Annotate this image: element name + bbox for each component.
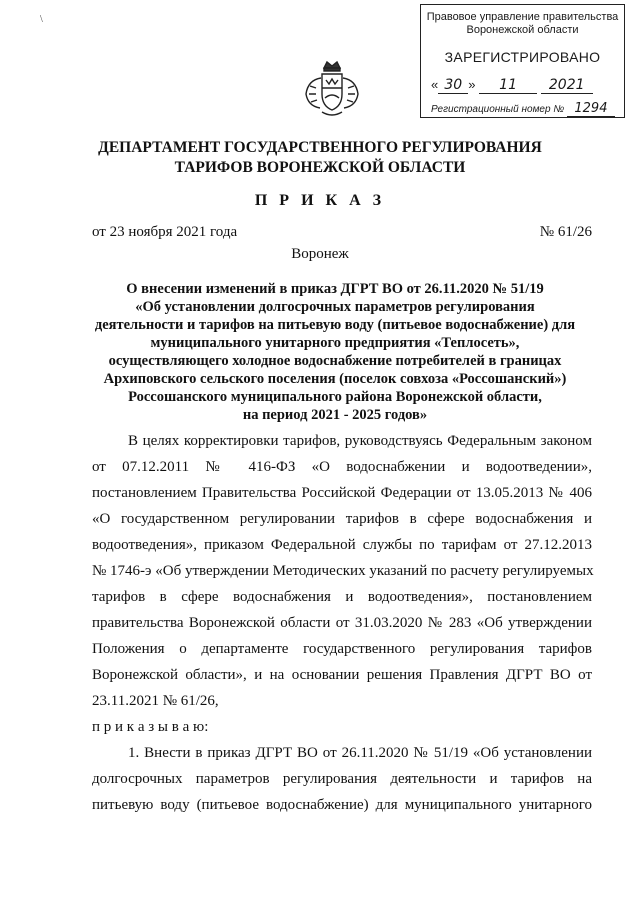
stamp-year: 2021: [541, 77, 593, 94]
title-line: осуществляющего холодное водоснабжение потребителей в границах: [108, 353, 562, 369]
body-line: долгосрочных параметров регулирования деятельности и тарифов на: [92, 771, 592, 787]
body-line: тарифов в сфере водоснабжения и водоотведения», постановлением: [92, 589, 592, 605]
voronezh-coat-of-arms-icon: [300, 58, 364, 122]
body-line: № 1746-э «Об утверждении Методических указаний по расчету регулируемых: [92, 563, 594, 579]
order-date: от 23 ноября 2021 года: [92, 224, 238, 240]
stamp-day: 30: [438, 77, 468, 94]
title-line: «Об установлении долгосрочных параметров регулирования: [135, 299, 535, 315]
scan-mark: \: [40, 14, 43, 25]
orders-word: п р и к а з ы в а ю:: [92, 719, 209, 735]
body-line: питьевую воду (питьевое водоснабжение) для муниципального унитарного: [92, 797, 592, 813]
stamp-reg-label: Регистрационный номер №: [431, 104, 565, 115]
department-name: [0, 138, 640, 178]
body-line: 23.11.2021 № 61/26,: [92, 693, 219, 709]
body-line: от 07.12.2011 № 416-ФЗ «О водоснабжении и водоотведении»,: [92, 459, 592, 475]
order-number: № 61/26: [539, 224, 592, 240]
title-line: Архиповского сельского поселения (поселок совхоза «Россошанский»): [103, 371, 567, 387]
stamp-org-line2: Воронежской области: [466, 24, 579, 36]
stamp-reg-number: [431, 101, 615, 117]
title-line: муниципального унитарного предприятия «Теплосеть»,: [150, 335, 520, 351]
body-line: правительства Воронежской области от 31.03.2020 № 283 «Об утверждении: [92, 615, 592, 631]
body-line: водоотведения», приказом Федеральной службы по тарифам от 27.12.2013: [92, 537, 592, 553]
registration-stamp: [420, 4, 625, 118]
department-name-line2: ТАРИФОВ ВОРОНЕЖСКОЙ ОБЛАСТИ: [174, 159, 466, 176]
stamp-date: « 30 » 11 2021: [431, 77, 593, 94]
order-title: [70, 280, 600, 424]
title-line: на период 2021 - 2025 годов»: [242, 407, 428, 423]
body-line: В целях корректировки тарифов, руководствуясь Федеральным законом: [128, 433, 592, 449]
body-line: «О государственном регулировании тарифов в сфере водоснабжения и: [92, 511, 592, 527]
stamp-organization: [421, 11, 624, 37]
body-line: Воронежской области», и на основании решения Правления ДГРТ ВО от: [92, 667, 592, 683]
document-type: П Р И К А З: [254, 192, 386, 209]
title-line: О внесении изменений в приказ ДГРТ ВО от 26.11.2020 № 51/19: [126, 281, 544, 297]
order-body: [92, 428, 592, 818]
stamp-month: 11: [479, 77, 537, 94]
body-line: постановлением Правительства Российской Федерации от 13.05.2013 № 406: [92, 485, 592, 501]
title-line: Россошанского муниципального района Воронежской области,: [128, 389, 542, 405]
stamp-reg-value: 1294: [567, 101, 615, 117]
title-line: деятельности и тарифов на питьевую воду (питьевое водоснабжение) для: [94, 317, 576, 333]
stamp-org-line1: Правовое управление правительства: [426, 11, 619, 23]
stamp-status: ЗАРЕГИСТРИРОВАНО: [444, 49, 601, 65]
body-line: 1. Внести в приказ ДГРТ ВО от 26.11.2020 № 51/19 «Об установлении: [128, 745, 592, 761]
order-city: Воронеж: [291, 246, 349, 262]
body-line: Положения о департаменте государственного регулирования тарифов: [92, 641, 592, 657]
department-name-line1: ДЕПАРТАМЕНТ ГОСУДАРСТВЕННОГО РЕГУЛИРОВАНИЯ: [98, 139, 542, 156]
